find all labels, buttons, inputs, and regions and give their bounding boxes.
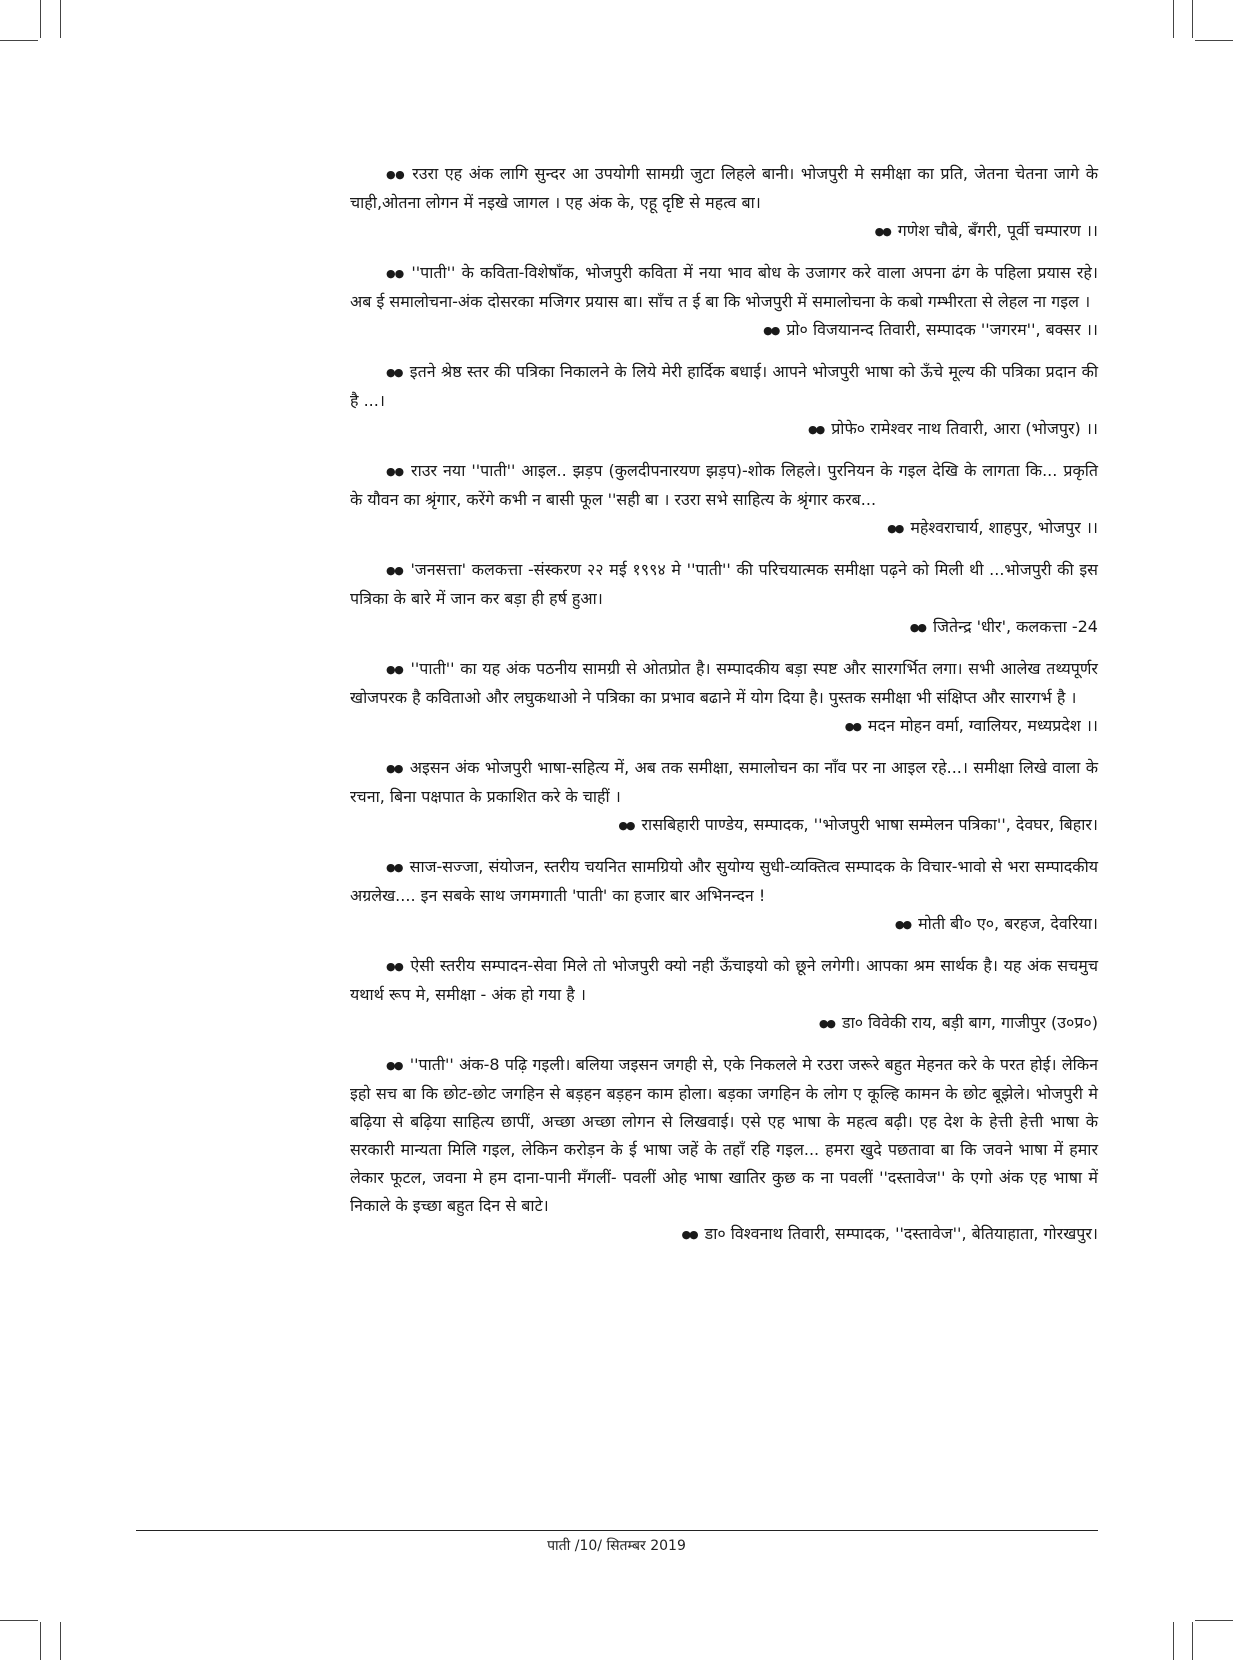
letter-body: रउरा एह अंक लागि सुन्दर आ उपयोगी सामग्री जुटा लिहले बानी। भोजपुरी मे समीक्षा का प्रति, जेतना चेतना जागे के चाही,ओतना लोगन में नइखे जागल । एह अंक के, एहू दृष्टि से महत्व बा। (350, 164, 1098, 212)
letter-signature: प्रोफे० रामेश्वर नाथ तिवारी, आरा (भोजपुर) ।। (831, 419, 1098, 438)
bullet-icon: ●● (386, 663, 403, 676)
letter-8 (350, 853, 1098, 939)
letter-body: ''पाती'' का यह अंक पठनीय सामग्री से ओतप्रोत है। सम्पादकीय बड़ा स्पष्ट और सारगर्भित लगा। सभी आलेख तथ्यपूर्णर खोजपरक है कविताओ और लघुकथाओ ने पत्रिका का प्रभाव बढाने में योग दिया है। पुस्तक समीक्षा भी संक्षिप्त और सारगर्भ है । (350, 659, 1098, 707)
letter-signature: मोती बी० ए०, बरहज, देवरिया। (918, 914, 1098, 933)
bullet-icon: ●● (763, 324, 779, 337)
bullet-icon: ●● (844, 720, 860, 733)
letter-6 (350, 655, 1098, 741)
letter-2 (350, 259, 1098, 345)
footer-divider (136, 1530, 1098, 1531)
bullet-icon: ●● (874, 225, 890, 238)
letter-1 (350, 160, 1098, 246)
letter-body: अइसन अंक भोजपुरी भाषा-सहित्य में, अब तक समीक्षा, समालोचन का नाँव पर ना आइल रहे...। समीक्षा लिखे वाला के रचना, बिना पक्षपात के प्रकाशित करे के चाहीं । (350, 758, 1098, 806)
crop-mark (40, 1622, 41, 1660)
letter-7 (350, 754, 1098, 840)
letter-signature: गणेश चौबे, बँगरी, पूर्वी चम्पारण ।। (897, 221, 1098, 240)
letter-body: राउर नया ''पाती'' आइल.. झड़प (कुलदीपनारयण झड़प)-शोक लिहले। पुरनियन के गइल देखि के लागता कि... प्रकृति के यौवन का श्रृंगार, करेंगे कभी न बासी फूल ''सही बा । रउरा सभे साहित्य के श्रृंगार करब... (350, 461, 1098, 509)
bullet-icon: ●● (818, 1017, 835, 1030)
crop-mark (0, 1620, 38, 1621)
letter-signature: डा० विवेकी राय, बड़ी बाग, गाजीपुर (उ०प्र०) (842, 1013, 1098, 1032)
crop-mark (1173, 1622, 1174, 1660)
bullet-icon: ●● (887, 522, 903, 535)
letter-9 (350, 952, 1098, 1038)
letter-body: ''पाती'' अंक-8 पढ़ि गइली। बलिया जइसन जगही से, एके निकलले मे रउरा जरूरे बहुत मेहनत करे के परत होई। लेकिन इहो सच बा कि छोट-छोट जगहिन से बड़हन बड़हन काम होला। बड़का जगहिन के लोग ए कूल्हि कामन के छोट बूझेले। भोजपुरी मे बढ़िया से बढ़िया साहित्य छापीं, अच्छा अच्छा लोगन से लिखवाई। एसे एह भाषा के महत्व बढ़ी। एह देश के हेत्ती हेत्ती भाषा के सरकारी मान्यता मिलि गइल, लेकिन करोड़न के ई भाषा जहें के तहाँ रहि गइल... हमरा खुदे पछतावा बा कि जवने भाषा में हमार लेकार फूटल, जवना मे हम दाना-पानी मँगलीं- पवलीं ओह भाषा खातिर कुछ क ना पवलीं ''दस्तावेज'' के एगो अंक एह भाषा में निकाले के इच्छा बहुत दिन से बाटे। (350, 1055, 1098, 1215)
letter-body: इतने श्रेष्ठ स्तर की पत्रिका निकालने के लिये मेरी हार्दिक बधाई। आपने भोजपुरी भाषा को ऊँचे मूल्य की पत्रिका प्रदान की है ...। (350, 362, 1098, 410)
letter-3 (350, 358, 1098, 444)
letter-body: ''पाती'' के कविता-विशेषाँक, भोजपुरी कविता में नया भाव बोध के उजागर करे वाला अपना ढंग के पहिला प्रयास रहे। अब ई समालोचना-अंक दोसरका मजिगर प्रयास बा। साँच त ई बा कि भोजपुरी में समालोचना के कबो गम्भीरता से लेहल ना गइल । (350, 263, 1098, 311)
bullet-icon: ●● (894, 918, 911, 931)
letter-4 (350, 457, 1098, 543)
crop-mark (60, 0, 61, 38)
bullet-icon: ●● (386, 564, 403, 577)
bullet-icon: ●● (386, 960, 403, 973)
letter-5 (350, 556, 1098, 642)
page-footer: पाती /10/ सितम्बर 2019 (547, 1538, 686, 1554)
crop-mark (1195, 40, 1233, 41)
crop-mark (1173, 0, 1174, 38)
bullet-icon: ●● (386, 366, 402, 379)
crop-mark (1192, 0, 1193, 38)
letters-column (350, 160, 1098, 1262)
letter-signature: प्रो० विजयानन्द तिवारी, सम्पादक ''जगरम'', बक्सर ।। (786, 320, 1098, 339)
letter-signature: मदन मोहन वर्मा, ग्वालियर, मध्यप्रदेश ।। (867, 716, 1098, 735)
bullet-icon: ●● (386, 465, 404, 478)
letter-signature: महेश्वराचार्य, शाहपुर, भोजपुर ।। (910, 518, 1098, 537)
letter-body: 'जनसत्ता' कलकत्ता -संस्करण २२ मई १९९४ मे ''पाती'' की परिचयात्मक समीक्षा पढ़ने को मिली थी ...भोजपुरी की इस पत्रिका के बारे में जान कर बड़ा ही हर्ष हुआ। (350, 560, 1098, 608)
letter-signature: रासबिहारी पाण्डेय, सम्पादक, ''भोजपुरी भाषा सम्मेलन पत्रिका'', देवघर, बिहार। (641, 815, 1098, 834)
letter-signature: डा० विश्वनाथ तिवारी, सम्पादक, ''दस्तावेज'', बेतियाहाता, गोरखपुर। (704, 1224, 1098, 1243)
letter-body: साज-सज्जा, संयोजन, स्तरीय चयनित सामग्रियो और सुयोग्य सुधी-व्यक्तित्व सम्पादक के विचार-भावो से भरा सम्पादकीय अग्रलेख.... इन सबके साथ जगमगाती 'पाती' का हजार बार अभिनन्दन ! (350, 857, 1099, 905)
crop-mark (1192, 1622, 1193, 1660)
bullet-icon: ●● (909, 621, 925, 634)
crop-mark (0, 40, 38, 41)
bullet-icon: ●● (386, 267, 404, 280)
crop-mark (1195, 1620, 1233, 1621)
letter-10 (350, 1051, 1098, 1249)
bullet-icon: ●● (808, 423, 824, 436)
letter-body: ऐसी स्तरीय सम्पादन-सेवा मिले तो भोजपुरी क्यो नही ऊँचाइयो को छूने लगेगी। आपका श्रम सार्थक है। यह अंक सचमुच यथार्थ रूप मे, समीक्षा - अंक हो गया है । (350, 956, 1098, 1004)
bullet-icon: ●● (386, 1059, 402, 1072)
bullet-icon: ●● (386, 762, 402, 775)
crop-mark (60, 1622, 61, 1660)
bullet-icon: ●● (386, 861, 402, 874)
crop-mark (40, 0, 41, 38)
bullet-icon: ●● (386, 168, 405, 181)
letter-signature: जितेन्द्र 'धीर', कलकत्ता -24 (932, 617, 1098, 636)
bullet-icon: ●● (681, 1228, 697, 1241)
bullet-icon: ●● (618, 819, 634, 832)
